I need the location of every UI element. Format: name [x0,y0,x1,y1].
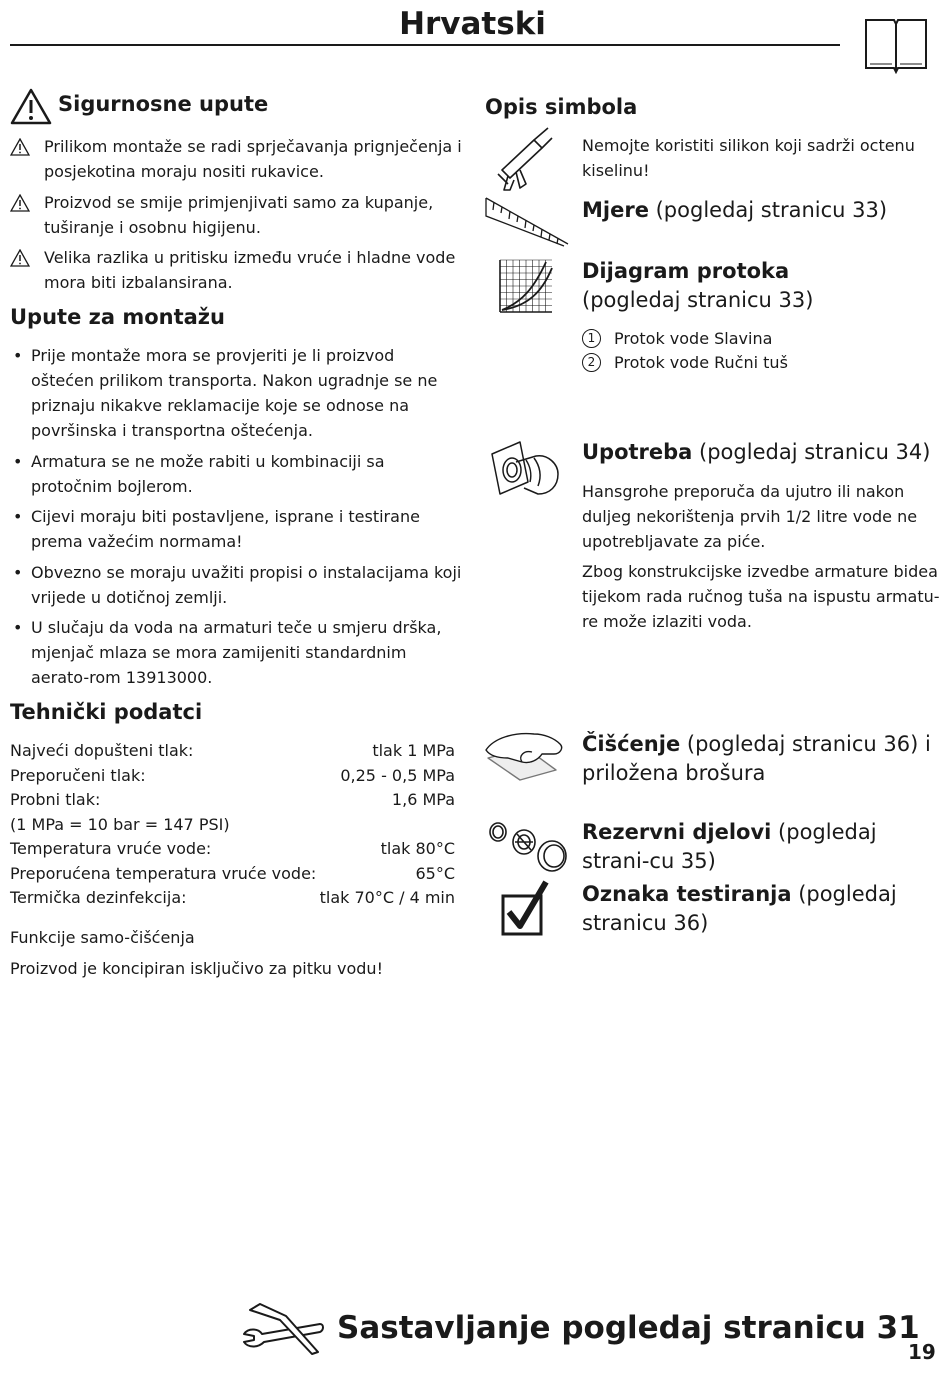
test-checkmark-icon [500,880,550,938]
tech-row: Probni tlak: 1,6 MPa [10,790,455,809]
installation-item: • Cijevi moraju biti postavljene, isprane i testirane prema važećim normama! [10,504,462,554]
cleaning-hand-icon [484,728,570,782]
tech-row: Preporučeni tlak: 0,25 - 0,5 MPa [10,766,455,785]
usage-handle-icon [490,440,562,496]
drinking-water-note: Proizvod je koncipiran isključivo za pitku vodu! [10,959,383,978]
silicone-note: Nemojte koristiti silikon koji sadrži octenu kiselinu! [582,136,915,180]
book-icon [862,16,930,74]
page-number: 19 [908,1340,936,1364]
safety-item: Prilikom montaže se radi sprječavanja prignječenja i posjekotina moraju nositi rukavice. [10,134,462,184]
safety-item: Velika razlika u pritisku između vruće i hladne vode mora biti izbalansirana. [10,245,462,295]
page-header-title: Hrvatski [399,6,546,42]
test-mark-label: Oznaka testiranja (pogledaj stranicu 36) [582,882,897,935]
self-cleaning-note: Funkcije samo-čišćenja [10,928,195,947]
ruler-icon [484,196,570,250]
safety-title: Sigurnosne upute [58,92,269,116]
small-warning-icon [10,249,30,267]
tech-row: Temperatura vruće vode: tlak 80°C [10,839,455,858]
tech-row: Preporućena temperatura vruće vode: 65°C [10,864,455,883]
flow-diagram-icon [498,258,554,314]
tech-row: Najveći dopušteni tlak: tlak 1 MPa [10,741,455,760]
bullet-dot: • [13,563,23,582]
installation-item: • Armatura se ne može rabiti u kombinaciji sa protočnim bojlerom. [10,449,462,499]
bullet-dot: • [13,452,23,471]
usage-label: Upotreba (pogledaj stranicu 34) [582,440,931,464]
installation-title: Upute za montažu [10,305,225,329]
measures-label: Mjere (pogledaj stranicu 33) [582,198,888,222]
symbols-title: Opis simbola [485,95,638,119]
tech-row: Termička dezinfekcija: tlak 70°C / 4 min [10,888,455,907]
small-warning-icon [10,138,30,156]
cleaning-label: Čišćenje (pogledaj stranicu 36) i priložena brošura [582,732,931,785]
installation-item: • Obvezno se moraju uvažiti propisi o instalacijama koji vrijede u dotičnoj zemlji. [10,560,462,610]
installation-item: • Prije montaže mora se provjeriti je li proizvod oštećen prilikom transporta. Nakon ugradnje se ne priznaju nikakve reklamacije koje se odnose na površinska i transportna oštećenja. [10,343,462,443]
usage-paragraph-2: Zbog konstrukcijske izvedbe armature bidea tijekom rada ručnog tuša na ispustu armatu-re može izlaziti voda. [582,562,940,631]
circled-number: 2 [582,353,601,372]
bullet-dot: • [13,618,23,637]
usage-paragraph-1: Hansgrohe preporuča da ujutro ili nakon duljeg nekorištenja prvih 1/2 litre vode ne upotrebljavate za piće. [582,482,918,551]
tech-row: (1 MPa = 10 bar = 147 PSI) [10,815,230,834]
warning-triangle-icon [10,88,52,126]
safety-item: Proizvod se smije primjenjivati samo za kupanje, tuširanje i osobnu higijenu. [10,190,462,240]
footer-title: Sastavljanje pogledaj stranicu 31 [337,1310,920,1346]
flow-diagram-ref: (pogledaj stranicu 33) [582,288,814,312]
small-warning-icon [10,194,30,212]
wrench-screwdriver-icon [240,1298,326,1358]
spare-parts-icon [486,818,572,874]
installation-item: • U slučaju da voda na armaturi teče u smjeru drška, mjenjač mlaza se mora zamijeniti standardnim aerato-rom 13913000. [10,615,462,690]
flow-item: 1 Protok vode Slavina [582,326,937,351]
circled-number: 1 [582,329,601,348]
header-rule [10,44,840,46]
technical-title: Tehnički podatci [10,700,203,724]
flow-diagram-label: Dijagram protoka [582,259,790,283]
flow-item: 2 Protok vode Ručni tuš [582,350,937,375]
bullet-dot: • [13,346,23,365]
silicone-gun-icon [494,126,556,192]
bullet-dot: • [13,507,23,526]
spare-parts-label: Rezervni djelovi (pogledaj strani-cu 35) [582,820,877,873]
